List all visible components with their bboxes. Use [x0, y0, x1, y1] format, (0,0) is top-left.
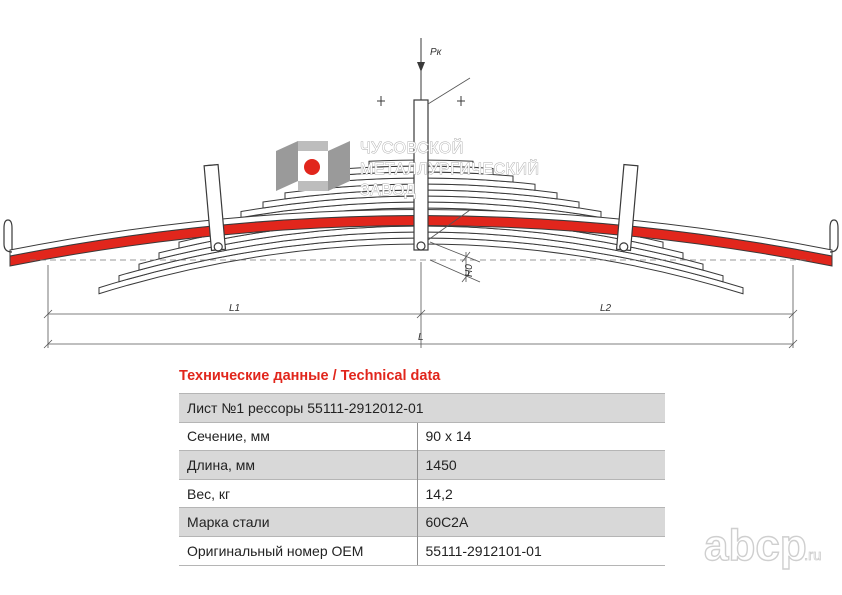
spec-table — [179, 393, 665, 566]
table-row — [179, 536, 665, 565]
table-row — [179, 422, 665, 451]
watermark-text: abcp — [704, 521, 807, 570]
leader-line — [428, 78, 470, 104]
row-value: 90 x 14 — [417, 422, 665, 451]
logo-mark-icon — [276, 141, 350, 191]
span-right-label: L2 — [600, 303, 612, 314]
row-label: Сечение, мм — [179, 422, 417, 451]
table-header-row — [179, 394, 665, 423]
logo-line-3: ЗАВОД — [360, 182, 416, 199]
logo-dot-icon — [304, 159, 320, 175]
row-label: Длина, мм — [179, 451, 417, 480]
logo-line-1: ЧУСОВСКОЙ — [360, 140, 464, 157]
load-arrow — [417, 38, 425, 100]
span-total-label: L — [418, 332, 424, 343]
top-bolt-left — [377, 96, 385, 106]
left-eye — [4, 220, 12, 252]
height-label: H0 — [464, 264, 475, 277]
span-dimension-partial — [44, 310, 797, 318]
table-header: Лист №1 рессоры 55111-2912012-01 — [179, 394, 665, 423]
row-label: Марка стали — [179, 508, 417, 537]
logo-line-2: МЕТАЛЛУРГИЧЕСКИЙ — [360, 161, 540, 178]
row-value: 1450 — [417, 451, 665, 480]
row-label: Оригинальный номер OEM — [179, 536, 417, 565]
row-value: 14,2 — [417, 479, 665, 508]
row-value: 55111-2912101-01 — [417, 536, 665, 565]
row-label: Вес, кг — [179, 479, 417, 508]
table-row — [179, 451, 665, 480]
load-label: Рк — [430, 47, 442, 58]
row-value: 60С2А — [417, 508, 665, 537]
top-bolt-right — [457, 96, 465, 106]
right-eye — [830, 220, 838, 252]
table-row — [179, 479, 665, 508]
table-row — [179, 508, 665, 537]
table-title: Технические данные / Technical data — [179, 368, 441, 384]
span-left-label: L1 — [229, 303, 241, 314]
watermark-suffix: .ru — [804, 547, 822, 564]
abcp-watermark — [700, 510, 840, 580]
